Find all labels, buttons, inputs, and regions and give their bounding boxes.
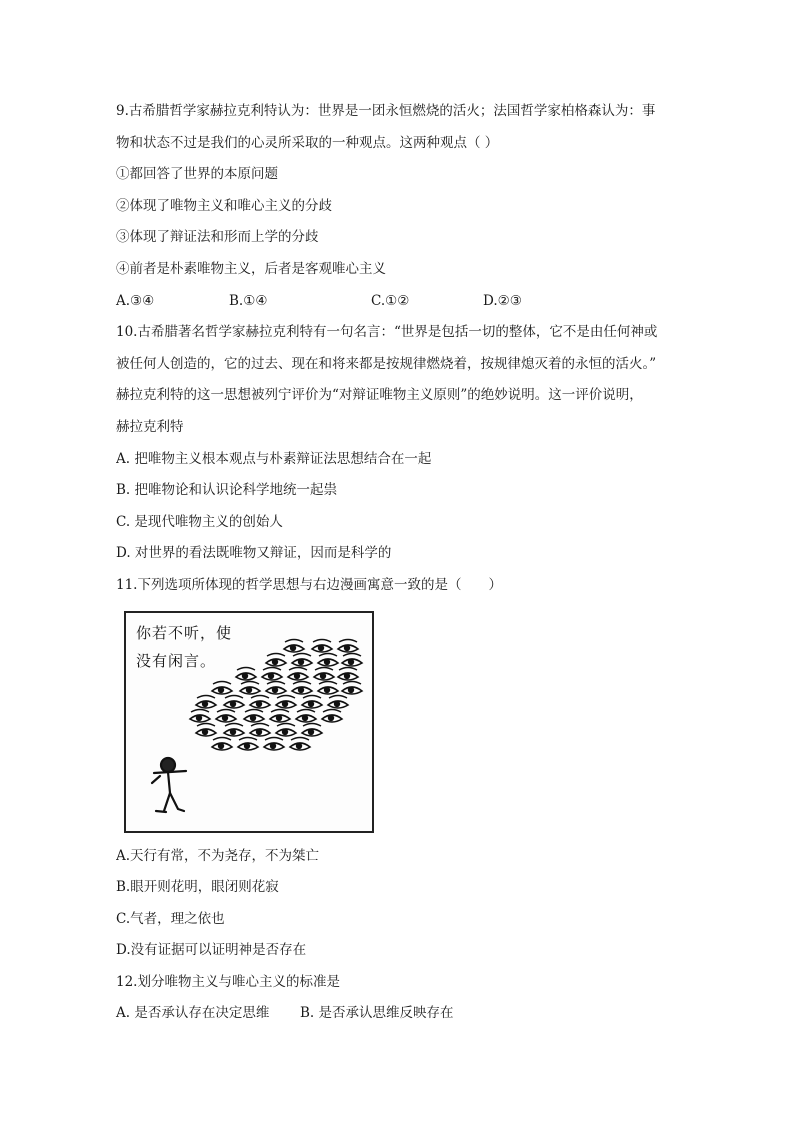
- question-9-item-3: ③体现了辩证法和形而上学的分歧: [116, 229, 319, 246]
- eye-icon: [338, 667, 358, 680]
- eye-icon: [266, 653, 286, 666]
- question-12-options: [116, 998, 676, 1030]
- eye-icon: [292, 681, 312, 694]
- eye-icon: [276, 695, 296, 708]
- question-11-option-b[interactable]: B.眼开则花明，眼闭则花寂: [116, 879, 279, 896]
- eye-icon: [250, 723, 270, 736]
- eye-icon: [212, 737, 232, 750]
- question-10-stem-line-1: 10.古希腊著名哲学家赫拉克利特有一句名言：“世界是包括一切的整体，它不是由任何神或: [116, 324, 658, 341]
- question-11-option-a[interactable]: A.天行有常，不为尧存，不为桀亡: [116, 847, 320, 864]
- eye-icon: [318, 653, 338, 666]
- eye-icon: [314, 667, 334, 680]
- eye-icon: [244, 709, 264, 722]
- question-11-stem: 11.下列选项所体现的哲学思想与右边漫画寓意一致的是（ ）: [116, 576, 502, 593]
- eye-icon: [318, 681, 338, 694]
- eye-icon: [224, 723, 244, 736]
- question-10: [116, 317, 676, 570]
- question-9-stem-line-1: 9.古希腊哲学家赫拉克利特认为：世界是一团永恒燃烧的活火；法国哲学家柏格森认为：事: [116, 103, 656, 119]
- question-9-stem-line-2: 物和状态不过是我们的心灵所采取的一种观点。这两种观点（ ）: [116, 134, 499, 151]
- eyes-cartoon-icon: [126, 613, 372, 831]
- question-9-option-d[interactable]: D.②③: [483, 292, 522, 309]
- eye-icon: [328, 695, 348, 708]
- question-12-option-b[interactable]: B. 是否承认思维反映存在: [300, 1005, 454, 1022]
- eye-icon: [266, 681, 286, 694]
- eye-icon: [302, 723, 322, 736]
- question-10-stem-line-4: 赫拉克利特: [116, 418, 184, 435]
- eye-icon: [224, 695, 244, 708]
- question-10-option-c[interactable]: C. 是现代唯物主义的创始人: [116, 513, 283, 530]
- question-9: [116, 96, 676, 317]
- eye-icon: [250, 695, 270, 708]
- question-11: [116, 570, 676, 967]
- cartoon-figure: [124, 611, 374, 833]
- eye-icon: [292, 653, 312, 666]
- listener-figure-icon: [152, 758, 186, 812]
- eye-icon: [236, 667, 256, 680]
- eye-icon: [262, 667, 282, 680]
- question-12-stem: 12.划分唯物主义与唯心主义的标准是: [116, 973, 340, 990]
- question-9-options: [116, 286, 676, 318]
- cartoon-caption-line-1: 你若不听，使: [136, 623, 233, 642]
- eye-icon: [238, 737, 258, 750]
- eye-icon: [288, 667, 308, 680]
- question-10-stem-line-2: 被任何人创造的，它的过去、现在和将来都是按规律燃烧着，按规律熄灭着的永恒的活火。”: [116, 355, 657, 372]
- eye-icon: [196, 695, 216, 708]
- question-9-option-c[interactable]: C.①②: [371, 292, 410, 309]
- eye-icon: [216, 709, 236, 722]
- question-11-option-c[interactable]: C.气者，理之依也: [116, 910, 225, 927]
- question-10-option-d[interactable]: D. 对世界的看法既唯物又辩证，因而是科学的: [116, 545, 392, 562]
- question-9-option-a[interactable]: A.③④: [116, 292, 155, 309]
- eye-icon: [338, 639, 358, 652]
- eye-icon: [212, 681, 232, 694]
- eye-icon: [284, 639, 304, 652]
- eye-icon: [322, 709, 342, 722]
- question-12-option-a[interactable]: A. 是否承认存在决定思维: [116, 1005, 270, 1022]
- eye-icon: [342, 653, 362, 666]
- eye-icon: [190, 709, 210, 722]
- question-9-option-b[interactable]: B.①④: [229, 292, 268, 309]
- question-10-option-b[interactable]: B. 把唯物论和认识论科学地统一起祟: [116, 482, 338, 499]
- eye-icon: [270, 709, 290, 722]
- eye-icon: [342, 681, 362, 694]
- question-9-item-2: ②体现了唯物主义和唯心主义的分歧: [116, 197, 332, 214]
- eyes-group: [190, 639, 362, 750]
- question-11-option-d[interactable]: D.没有证据可以证明神是否存在: [116, 942, 307, 959]
- question-9-item-1: ①都回答了世界的本原问题: [116, 166, 278, 183]
- eye-icon: [302, 695, 322, 708]
- eye-icon: [312, 639, 332, 652]
- eye-icon: [196, 723, 216, 736]
- question-10-option-a[interactable]: A. 把唯物主义根本观点与朴素辩证法思想结合在一起: [116, 450, 432, 467]
- eye-icon: [290, 737, 310, 750]
- cartoon-caption-line-2: 没有闲言。: [136, 651, 217, 670]
- eye-icon: [296, 709, 316, 722]
- question-9-item-4: ④前者是朴素唯物主义，后者是客观唯心主义: [116, 260, 386, 277]
- question-10-stem-line-3: 赫拉克利特的这一思想被列宁评价为“对辩证唯物主义原则”的绝妙说明。这一评价说明，: [116, 387, 643, 404]
- eye-icon: [240, 681, 260, 694]
- eye-icon: [276, 723, 296, 736]
- question-12: [116, 967, 676, 1030]
- exam-page: [116, 96, 676, 1030]
- eye-icon: [264, 737, 284, 750]
